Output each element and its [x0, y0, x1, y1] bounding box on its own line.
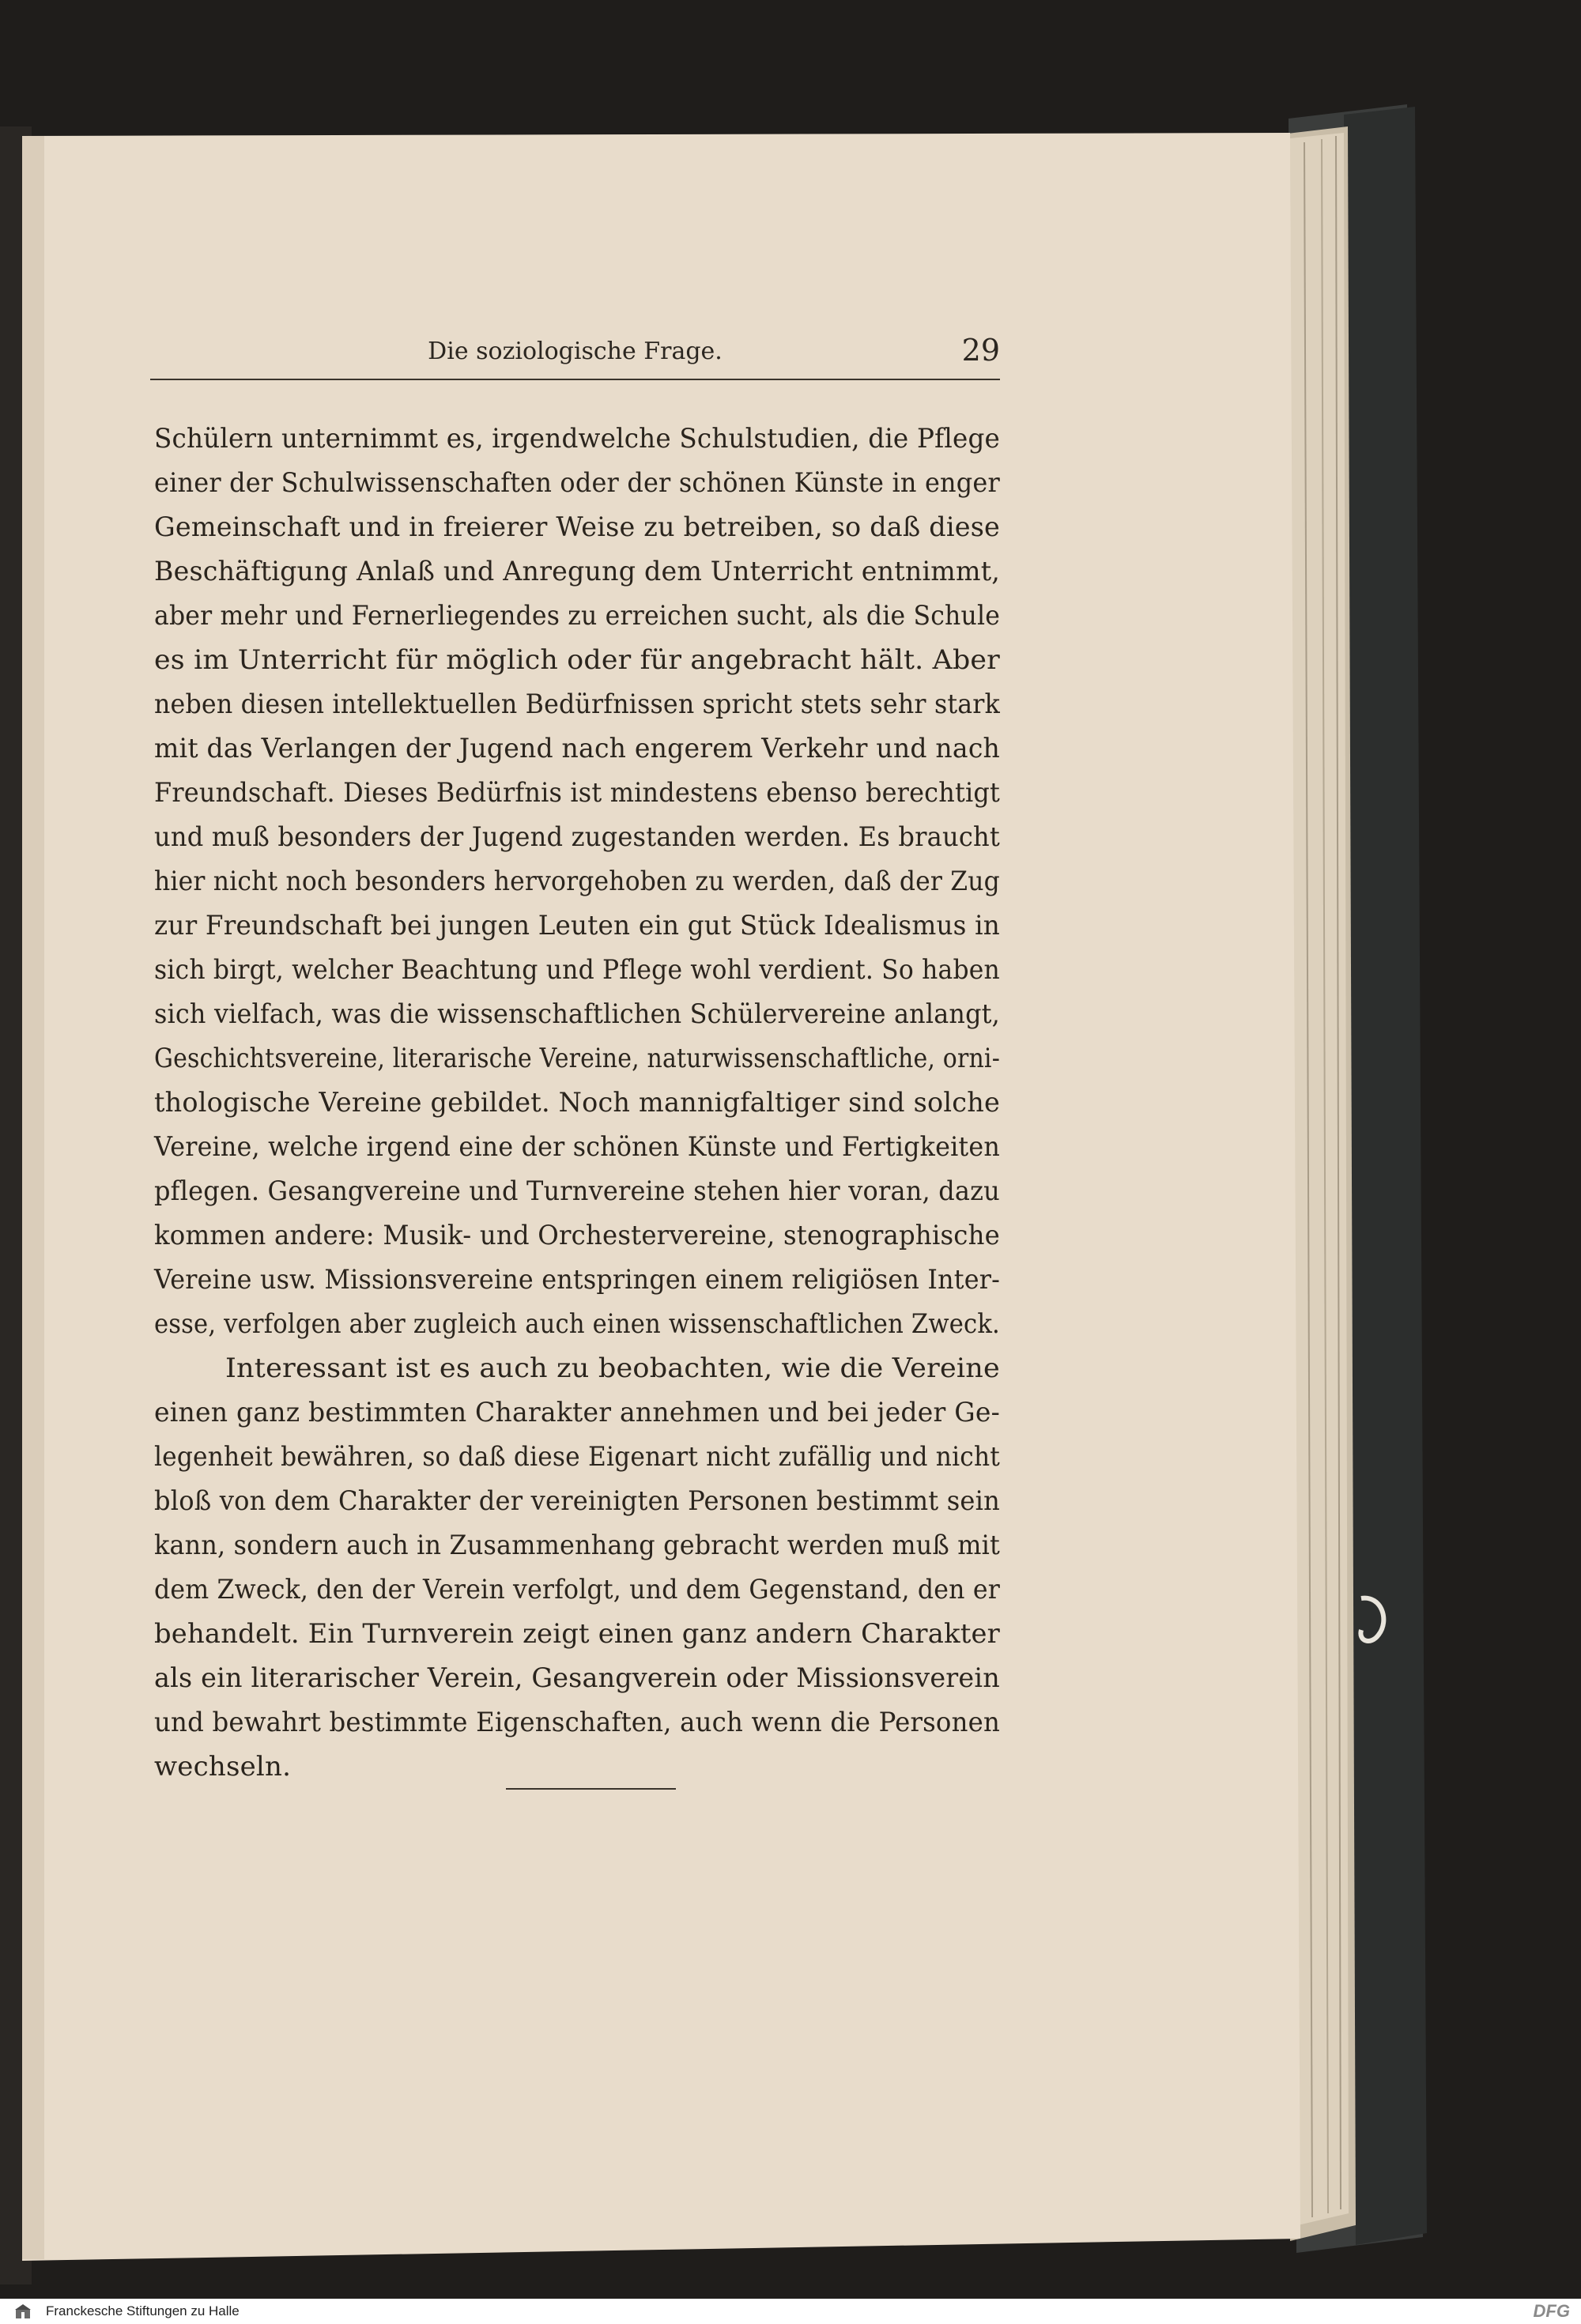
section-end-rule — [506, 1788, 676, 1790]
text-line: esse, verfolgen aber zugleich auch einen wissenschaftlichen Zweck. — [154, 1308, 1000, 1340]
text-line: legenheit bewähren, so daß diese Eigenart nicht zufällig und nicht — [154, 1441, 1001, 1473]
text-line: behandelt. Ein Turnverein zeigt einen ganz andern Charakter — [154, 1618, 1000, 1650]
text-line: sich vielfach, was die wissenschaftlichen Schülervereine anlangt, — [154, 998, 1000, 1030]
text-line: als ein literarischer Verein, Gesangverein oder Missionsverein — [154, 1662, 1000, 1694]
last-line: wechseln. — [154, 1751, 292, 1783]
page-number: 29 — [961, 333, 1000, 368]
text-line: einer der Schulwissenschaften oder der schönen Künste in enger — [154, 467, 1000, 499]
text-line: Gemeinschaft und in freierer Weise zu betreiben, so daß diese — [154, 511, 1001, 543]
text-line: Beschäftigung Anlaß und Anregung dem Unterricht entnimmt, — [154, 556, 1001, 587]
running-head — [150, 334, 1000, 380]
text-line: sich birgt, welcher Beachtung und Pflege wohl verdient. So haben — [154, 954, 1000, 986]
text-line: Vereine, welche irgend eine der schönen Künste und Fertigkeiten — [154, 1131, 1001, 1163]
body-text — [154, 417, 1000, 1789]
text-line: Freundschaft. Dieses Bedürfnis ist mindestens ebenso berechtigt — [154, 777, 1000, 809]
text-line: hier nicht noch besonders hervorgehoben zu werden, daß der Zug — [154, 866, 1000, 897]
text-line: einen ganz bestimmten Charakter annehmen und bei jeder Ge- — [154, 1397, 1000, 1428]
text-line: es im Unterricht für möglich oder für angebracht hält. Aber — [154, 644, 1001, 676]
text-line: Schülern unternimmt es, irgendwelche Schulstudien, die Pflege — [154, 423, 1000, 455]
text-line: Geschichtsvereine, literarische Vereine, naturwissenschaftliche, orni- — [154, 1043, 1000, 1074]
text-line: zur Freundschaft bei jungen Leuten ein gut Stück Idealismus in — [154, 910, 1001, 941]
text-line: und bewahrt bestimmte Eigenschaften, auch wenn die Personen — [154, 1707, 1001, 1738]
text-line: und muß besonders der Jugend zugestanden werden. Es braucht — [154, 821, 1000, 853]
text-line: thologische Vereine gebildet. Noch mannigfaltiger sind solche — [154, 1087, 1000, 1119]
text-line: dem Zweck, den der Verein verfolgt, und dem Gegenstand, den er — [154, 1574, 1001, 1605]
text-line: Vereine usw. Missionsvereine entspringen einem religiösen Inter- — [154, 1264, 1001, 1296]
text-line: kommen andere: Musik- und Orchestervereine, stenographische — [154, 1220, 1000, 1251]
footer-bar — [0, 2299, 1581, 2324]
text-line: mit das Verlangen der Jugend nach engerem Verkehr und nach — [154, 733, 1001, 764]
institution-logo-icon — [14, 2303, 32, 2320]
text-line: neben diesen intellektuellen Bedürfnissen spricht stets sehr stark — [154, 689, 1000, 720]
running-head-title: Die soziologische Frage. — [428, 338, 723, 365]
institution-name: Franckesche Stiftungen zu Halle — [46, 2303, 240, 2318]
dfg-logo: DFG — [1533, 2301, 1570, 2321]
text-line: bloß von dem Charakter der vereinigten Personen bestimmt sein — [154, 1485, 1000, 1517]
text-line: kann, sondern auch in Zusammenhang gebracht werden muß mit — [154, 1530, 1000, 1561]
paragraph-start-line: Interessant ist es auch zu beobachten, wie die Vereine — [225, 1353, 1000, 1384]
text-line: aber mehr und Fernerliegendes zu erreichen sucht, als die Schule — [154, 600, 1001, 632]
text-line: pflegen. Gesangvereine und Turnvereine stehen hier voran, dazu — [154, 1175, 1000, 1207]
